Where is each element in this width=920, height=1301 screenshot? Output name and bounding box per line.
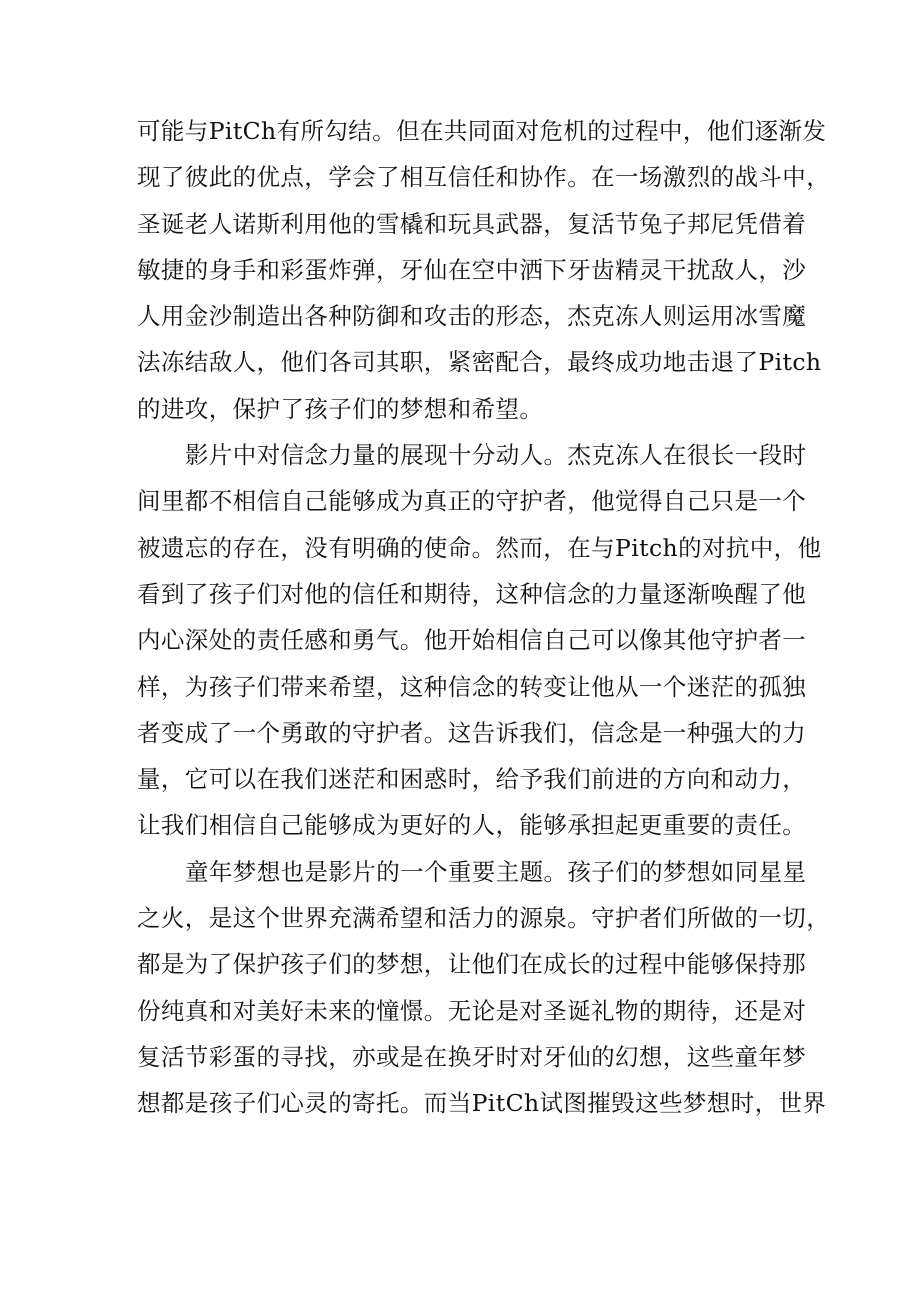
paragraph-1-line-4: 敏捷的身手和彩蛋炸弹，牙仙在空中洒下牙齿精灵干扰敌人，沙	[137, 255, 807, 284]
paragraph-2-line-5: 内心深处的责任感和勇气。他开始相信自己可以像其他守护者一	[137, 626, 807, 655]
paragraph-3-line-2: 之火，是这个世界充满希望和活力的源泉。守护者们所做的一切，	[137, 904, 831, 933]
paragraph-3-line-6: 想都是孩子们心灵的寄托。而当PitCh试图摧毁这些梦想时，世界	[137, 1089, 827, 1118]
paragraph-1-line-1: 可能与PitCh有所勾结。但在共同面对危机的过程中，他们逐渐发	[137, 117, 827, 145]
paragraph-3-line-5: 复活节彩蛋的寻找，亦或是在换牙时对牙仙的幻想，这些童年梦	[137, 1042, 807, 1071]
paragraph-2-line-8: 量，它可以在我们迷茫和困惑时，给予我们前进的方向和动力，	[137, 765, 807, 794]
paragraph-1-line-7: 的进攻，保护了孩子们的梦想和希望。	[137, 394, 544, 423]
paragraph-2-line-7: 者变成了一个勇敢的守护者。这告诉我们，信念是一种强大的力	[137, 718, 807, 747]
paragraph-2-line-3: 被遗忘的存在，没有明确的使命。然而，在与Pitch的对抗中，他	[137, 533, 822, 562]
paragraph-1-line-3: 圣诞老人诺斯利用他的雪橇和玩具武器，复活节兔子邦尼凭借着	[137, 209, 807, 238]
paragraph-1-line-2: 现了彼此的优点，学会了相互信任和协作。在一场激烈的战斗中，	[137, 163, 831, 192]
paragraph-3-line-4: 份纯真和对美好未来的憧憬。无论是对圣诞礼物的期待，还是对	[137, 996, 807, 1025]
paragraph-2-line-1: 影片中对信念力量的展现十分动人。杰克冻人在很长一段时	[185, 441, 807, 470]
paragraph-3-line-3: 都是为了保护孩子们的梦想，让他们在成长的过程中能够保持那	[137, 950, 807, 979]
document-body	[137, 108, 831, 1127]
paragraph-2-line-4: 看到了孩子们对他的信任和期待，这种信念的力量逐渐唤醒了他	[137, 579, 807, 608]
paragraph-2-line-2: 间里都不相信自己能够成为真正的守护者，他觉得自己只是一个	[137, 487, 807, 516]
paragraph-1-line-6: 法冻结敌人，他们各司其职，紧密配合，最终成功地击退了Pitch	[137, 348, 822, 377]
paragraph-2-line-9: 让我们相信自己能够成为更好的人，能够承担起更重要的责任。	[137, 811, 807, 840]
paragraph-3-line-1: 童年梦想也是影片的一个重要主题。孩子们的梦想如同星星	[185, 857, 807, 886]
paragraph-2-line-6: 样，为孩子们带来希望，这种信念的转变让他从一个迷茫的孤独	[137, 672, 807, 701]
paragraph-1-line-5: 人用金沙制造出各种防御和攻击的形态，杰克冻人则运用冰雪魔	[137, 302, 807, 331]
